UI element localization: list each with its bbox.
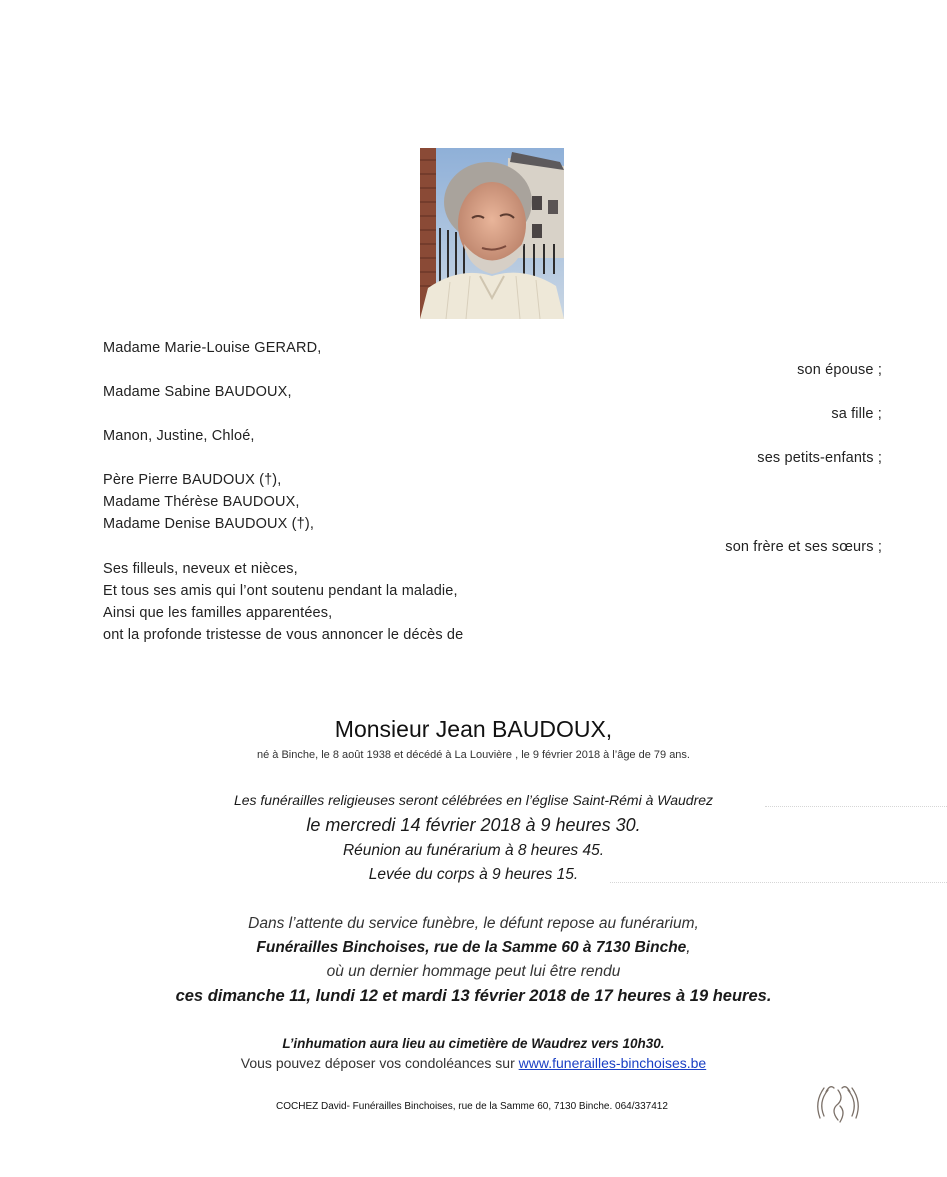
deceased-photo — [420, 148, 564, 319]
closing-line: Ainsi que les familles apparentées, — [103, 605, 333, 621]
dotted-rule — [610, 882, 947, 883]
family-name-line: Madame Marie-Louise GERARD, — [103, 340, 322, 356]
phoenix-logo-icon — [812, 1080, 864, 1126]
portrait-image — [420, 148, 564, 319]
repose-address: Funérailles Binchoises, rue de la Samme 60 à 7130 Binche — [256, 939, 687, 956]
ceremony-line-4: Levée du corps à 9 heures 15. — [368, 866, 579, 883]
repose-address-suffix: , — [686, 939, 691, 956]
closing-line: ont la profonde tristesse de vous annoncer le décès de — [103, 627, 464, 643]
family-name-line: Manon, Justine, Chloé, — [103, 428, 255, 444]
family-relation: ses petits-enfants ; — [757, 450, 882, 466]
condolences-line — [0, 1055, 947, 1071]
family-name-line: Madame Thérèse BAUDOUX, — [103, 494, 300, 510]
repose-line-4: ces dimanche 11, lundi 12 et mardi 13 février 2018 de 17 heures à 19 heures. — [175, 987, 772, 1005]
deceased-details: né à Binche, le 8 août 1938 et décédé à La Louvière , le 9 février 2018 à l’âge de 79 ans. — [257, 749, 690, 761]
family-name-line: Père Pierre BAUDOUX (†), — [103, 472, 282, 488]
ceremony-line-3: Réunion au funérarium à 8 heures 45. — [342, 842, 605, 859]
family-relation: sa fille ; — [831, 406, 882, 422]
condolences-prefix: Vous pouvez déposer vos condoléances sur — [240, 1055, 519, 1071]
burial-line: L’inhumation aura lieu au cimetière de Waudrez vers 10h30. — [282, 1036, 665, 1051]
repose-line-3: où un dernier hommage peut lui être rendu — [326, 963, 621, 980]
dotted-rule — [765, 806, 947, 807]
ceremony-line-1: Les funérailles religieuses seront célébrées en l’église Saint-Rémi à Waudrez — [233, 792, 714, 808]
family-name-line: Madame Denise BAUDOUX (†), — [103, 516, 314, 532]
family-relation: son épouse ; — [797, 362, 882, 378]
ceremony-line-2: le mercredi 14 février 2018 à 9 heures 30. — [306, 815, 641, 835]
deceased-name: Monsieur Jean BAUDOUX, — [334, 716, 613, 742]
family-relation: son frère et ses sœurs ; — [725, 539, 882, 555]
repose-line-1: Dans l’attente du service funèbre, le défunt repose au funérarium, — [248, 915, 699, 932]
repose-line-2 — [0, 939, 947, 957]
closing-line: Ses filleuls, neveux et nièces, — [103, 561, 298, 577]
family-name-line: Madame Sabine BAUDOUX, — [103, 384, 292, 400]
footer-contact: COCHEZ David- Funérailles Binchoises, rue de la Samme 60, 7130 Binche. 064/337412 — [276, 1101, 668, 1112]
condolences-link[interactable]: www.funerailles-binchoises.be — [518, 1055, 707, 1071]
closing-line: Et tous ses amis qui l’ont soutenu pendant la maladie, — [103, 583, 458, 599]
